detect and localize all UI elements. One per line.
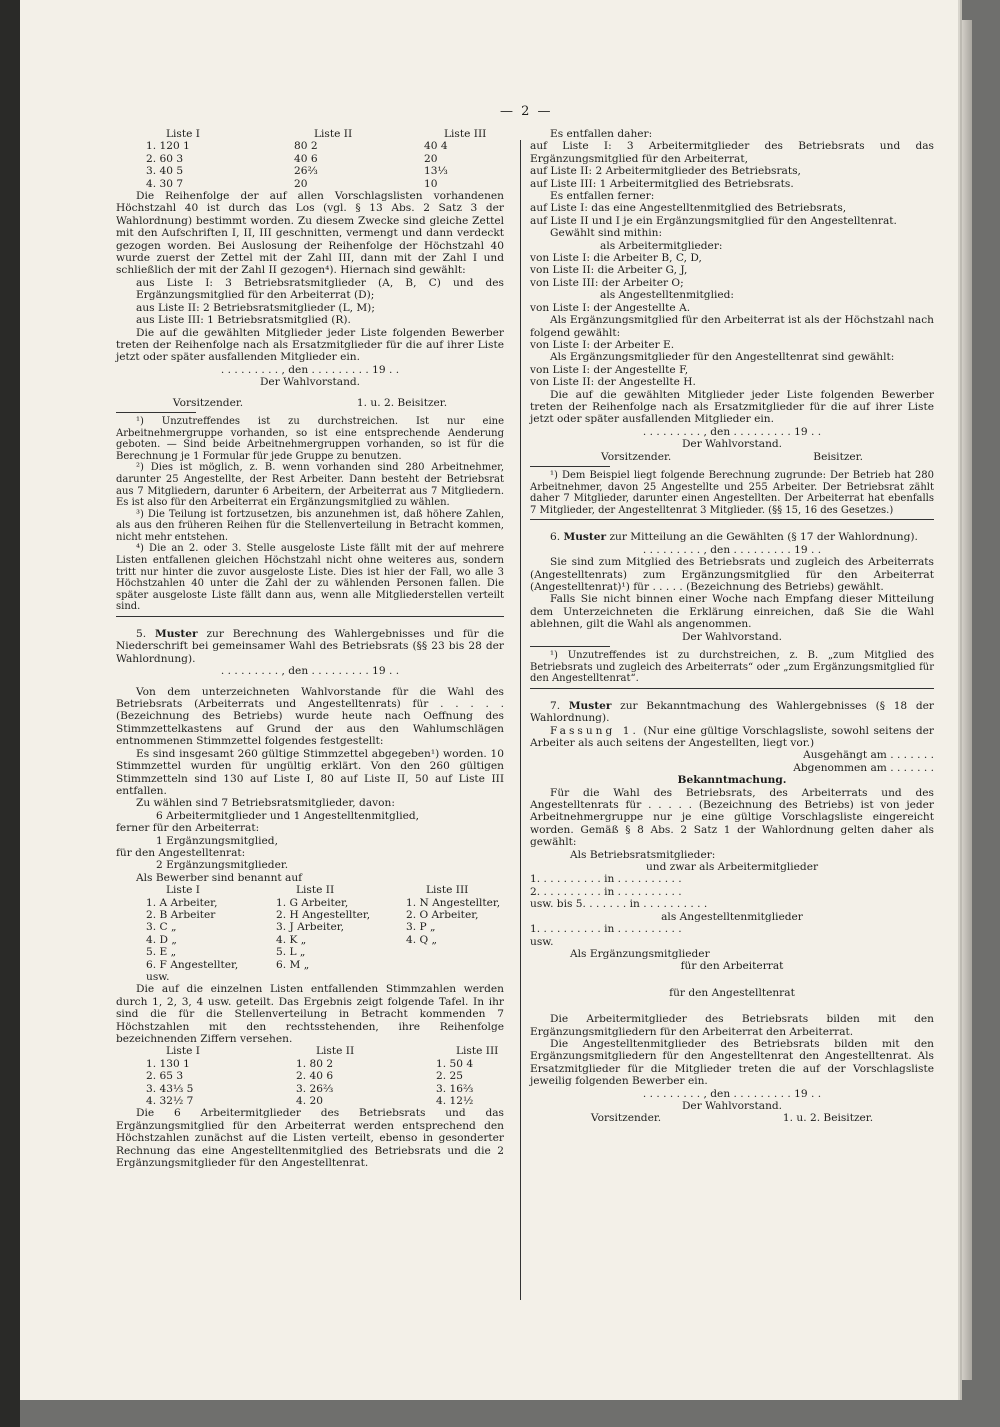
form-line: 1. . . . . . . . . . in . . . . . . . . . . xyxy=(530,873,682,886)
paragraph: Ausgehängt am . . . . . . . xyxy=(803,749,934,762)
document-page xyxy=(20,0,958,1400)
table-cell: 3. 16⅔ xyxy=(436,1082,474,1095)
table-cell: 5. E „ xyxy=(146,946,177,959)
table-cell: 4. 30 7 xyxy=(146,177,184,190)
table-cell: 20 xyxy=(424,152,438,165)
signature-row xyxy=(530,1112,934,1124)
signature-assessors: 1. u. 2. Beisitzer. xyxy=(356,396,448,409)
table-cell: 1. 50 4 xyxy=(436,1057,474,1070)
paragraph: Die auf die gewählten Mitglieder jeder Liste folgenden Bewerber treten der Reihenfolge nach als Ersatzmitglieder für die auf ihrer Liste jetzt oder später ausfallenden Mitglieder ein. xyxy=(530,388,934,426)
form-line: 2. . . . . . . . . . in . . . . . . . . . . xyxy=(530,885,682,898)
signature-assessors: Beisitzer. xyxy=(813,450,863,463)
section-rule xyxy=(530,688,934,689)
table-cell: 5. L „ xyxy=(276,946,306,959)
table-cell: 3. P „ xyxy=(406,921,436,934)
column-divider xyxy=(520,140,521,1300)
table-cell: 40 4 xyxy=(424,140,448,153)
paragraph: Als Ergänzungsmitglied für den Arbeiterrat ist als der Höchstzahl nach folgend gewählt: xyxy=(530,314,934,339)
paragraph: Falls Sie nicht binnen einer Woche nach Empfang dieser Mitteilung dem Unterzeichneten die Erklärung einreichen, daß Sie die Wahl ablehnen, gilt die Wahl als angenommen. xyxy=(530,593,934,631)
paragraph: als Arbeitermitglieder: xyxy=(600,239,723,252)
table-cell: 10 xyxy=(424,177,438,190)
paragraph: von Liste III: der Arbeiter O; xyxy=(530,276,684,289)
signature-chair: Vorsitzender. xyxy=(590,1112,662,1125)
table-cell: 4. D „ xyxy=(146,933,177,946)
signature-heading: Der Wahlvorstand. xyxy=(681,1099,783,1112)
table-header: Liste I xyxy=(166,884,200,897)
table-cell xyxy=(276,971,406,983)
footnote: ¹) Unzutreffendes ist zu durchstreichen. Ist nur eine Arbeitnehmergruppe vorhanden, so ist eine entsprechende Aenderung geboten. — Sind beide Arbeitnehmergruppen vorhanden, so ist für die Berechnung je 1 Formular für jede Gruppe zu benutzen. xyxy=(116,415,504,462)
table-header: Liste III xyxy=(426,884,469,897)
footnote-rule xyxy=(530,646,610,647)
paragraph: 6 Arbeitermitglieder und 1 Angestelltenmitglied, xyxy=(156,809,420,822)
table-cell: 4. Q „ xyxy=(406,933,438,946)
paragraph: 2 Ergänzungsmitglieder. xyxy=(156,859,289,872)
table-cell: 80 2 xyxy=(294,140,318,153)
paragraph: aus Liste II: 2 Betriebsratsmitglieder (L, M); xyxy=(136,301,375,314)
paragraph: für den Angestelltenrat xyxy=(669,986,795,999)
paragraph: als Angestelltenmitglied: xyxy=(600,289,734,302)
table-cell: 1. A Arbeiter, xyxy=(146,896,218,909)
paragraph: von Liste I: der Angestellte F, xyxy=(530,363,689,376)
book-binding xyxy=(0,0,20,1427)
paragraph: auf Liste I: das eine Angestelltenmitglied des Betriebsrats, xyxy=(530,202,847,215)
table-cell: 3. C „ xyxy=(146,921,177,934)
table-cell: 2. O Arbeiter, xyxy=(406,908,479,921)
date-line: . . . . . . . . . , den . . . . . . . . . 19 . . xyxy=(220,665,400,678)
table-cell: 4. 20 xyxy=(296,1095,323,1108)
form-line: usw. xyxy=(530,935,554,948)
table-cell: 1. G Arbeiter, xyxy=(276,896,349,909)
footnote-rule xyxy=(116,412,196,413)
table-cell xyxy=(406,946,534,958)
table-cell: 2. H Angestellter, xyxy=(276,908,371,921)
section-heading: 5. Muster zur Berechnung des Wahlergebnisses und für die Niederschrift bei gemeinsamer Wahl des Betriebsrats (§§ 23 bis 28 der Wahlordnung). xyxy=(116,628,504,665)
table-cell: 13⅓ xyxy=(424,165,448,178)
paragraph: Als Betriebsratsmitglieder: xyxy=(570,848,716,861)
left-column xyxy=(116,128,504,1170)
signature-heading: Der Wahlvorstand. xyxy=(681,630,783,643)
form-line: usw. bis 5. . . . . . . in . . . . . . . . . . xyxy=(530,898,708,911)
date-line: . . . . . . . . . , den . . . . . . . . . 19 . . xyxy=(642,543,822,556)
paragraph: aus Liste I: 3 Betriebsratsmitglieder (A, B, C) und des Ergänzungsmitglied für den Arbeiterrat (D); xyxy=(136,276,504,302)
section-heading: 6. Muster zur Mitteilung an die Gewählten (§ 17 der Wahlordnung). xyxy=(550,531,918,544)
paragraph: Es sind insgesamt 260 gültige Stimmzettel abgegeben¹) worden. 10 Stimmzettel wurden für ungültig erklärt. Von den 260 gültigen Stimmzetteln sind 130 auf Liste I, 80 auf Liste II, 50 auf Liste III entfallen. xyxy=(116,747,504,797)
table-header: Liste III xyxy=(444,128,487,140)
footnote: ¹) Unzutreffendes ist zu durchstreichen, z. B. „zum Mitglied des Betriebsrats und zugleich des Arbeiterrats“ oder „zum Ergänzungsmitglied für den Angestelltenrat“. xyxy=(530,650,934,685)
paragraph: Als Ergänzungsmitglieder für den Angestelltenrat sind gewählt: xyxy=(550,351,895,364)
table-cell: 4. 12½ xyxy=(436,1095,474,1108)
paragraph: Die 6 Arbeitermitglieder des Betriebsrats und das Ergänzungsmitglied für den Arbeiterrat werden entsprechend den Höchstzahlen zunächst auf die Listen verteilt, ebenso in gesonderter Rechnung das eine Angestelltenmitglied des Betriebsrats und die 2 Ergänzungsmitglieder für den Angestelltenrat. xyxy=(116,1107,504,1170)
signature-row xyxy=(530,451,934,463)
paragraph: Die Angestelltenmitglieder des Betriebsrats bilden mit den Ergänzungsmitgliedern für den Angestelltenrat den Angestelltenrat. Als Ersatzmitglieder für die Mitglieder treten die auf der Vorschlagsliste jeweilig folgenden Bewerber ein. xyxy=(530,1037,934,1088)
table-cell: 2. 60 3 xyxy=(146,152,184,165)
paragraph: Zu wählen sind 7 Betriebsratsmitglieder, davon: xyxy=(136,797,395,810)
signature-row xyxy=(116,397,504,409)
signature-chair: Vorsitzender. xyxy=(601,450,672,463)
paragraph: Als Bewerber sind benannt auf xyxy=(136,871,303,884)
paragraph: für den Arbeiterrat xyxy=(680,960,784,973)
footnote: ³) Die Teilung ist fortzusetzen, bis anzunehmen ist, daß höhere Zahlen, als aus den früheren Reihen für die Stellenverteilung in Betracht kommen, nicht mehr entstehen. xyxy=(116,508,504,543)
paragraph: aus Liste III: 1 Betriebsratsmitglied (R). xyxy=(136,314,351,327)
table-header: Liste I xyxy=(166,1045,200,1058)
table-cell: 2. 65 3 xyxy=(146,1070,184,1083)
paragraph: Fassung 1. (Nur eine gültige Vorschlagsliste, sowohl seitens der Arbeiter als auch seitens der Angestellten, liegt vor.) xyxy=(530,724,934,749)
page-number: — 2 — xyxy=(500,104,553,119)
paragraph: Sie sind zum Mitglied des Betriebsrats und zugleich des Arbeiterrats (Angestelltenrats) zum Ergänzungsmitglied für den Arbeiterrat (Angestelltenrat)¹) für . . . . . (Bezeichnung des Betriebs) gewählt. xyxy=(530,556,934,593)
paragraph: Die Reihenfolge der auf allen Vorschlagslisten vorhandenen Höchstzahl 40 ist durch das Los (vgl. § 13 Abs. 2 Satz 3 der Wahlordnung) bestimmt worden. Zu diesem Zwecke sind gleiche Zettel mit den Aufschriften I, II, III geschnitten, vermengt und dann verdeckt gezogen worden. Bei Auslosung der Reihenfolge der Höchstzahl 40 wurde zuerst der Zettel mit der Zahl III, dann mit der Zahl I und schließlich der mit der Zahl II gezogen⁴). Hiernach sind gewählt: xyxy=(116,190,504,277)
table-cell: 4. K „ xyxy=(276,933,307,946)
table-cell: 6. F Angestellter, xyxy=(146,958,239,971)
table-cell: 26⅔ xyxy=(294,165,318,178)
page-edge-stack xyxy=(958,20,972,1380)
paragraph: auf Liste II und I je ein Ergänzungsmitglied für den Angestelltenrat. xyxy=(530,214,897,227)
footnote: ⁴) Die an 2. oder 3. Stelle ausgeloste Liste fällt mit der auf mehrere Listen entfallenen gleichen Höchstzahl nicht ohne weiteres aus, sondern tritt nur hinter die zuvor ausgeloste Liste. Dies ist hier der Fall, wo alle 3 Höchstzahlen 40 unter die Zahl der zu wählenden Personen fallen. Die später ausgeloste Liste fällt dann aus, wenn alle Mitgliederstellen verteilt sind. xyxy=(116,543,504,613)
table-cell: 20 xyxy=(294,177,308,190)
highest-number-table-2 xyxy=(146,1045,504,1107)
table-cell: 2. 25 xyxy=(436,1070,463,1083)
paragraph: von Liste I: der Angestellte A. xyxy=(530,301,691,314)
table-cell xyxy=(406,971,534,983)
section-heading: 7. Muster zur Bekanntmachung des Wahlergebnisses (§ 18 der Wahlordnung). xyxy=(530,699,934,725)
signature-heading: Der Wahlvorstand. xyxy=(681,438,783,451)
paragraph: Die Arbeitermitglieder des Betriebsrats bilden mit den Ergänzungsmitgliedern für den Arbeiterrat den Arbeiterrat. xyxy=(530,1013,934,1038)
table-cell: 1. N Angestellter, xyxy=(406,896,501,909)
paragraph: Die auf die gewählten Mitglieder jeder Liste folgenden Bewerber treten der Reihenfolge nach als Ersatzmitglieder für die auf ihrer Liste jetzt oder später ausfallenden Mitglieder ein. xyxy=(116,326,504,364)
footnote: ²) Dies ist möglich, z. B. wenn vorhanden sind 280 Arbeitnehmer, darunter 25 Angestellte, der Rest Arbeiter. Dann besteht der Betriebsrat aus 7 Mitgliedern, darunter 6 Arbeitern, der Arbeiterrat aus 7 Mitgliedern. Es ist also für den Arbeiterrat ein Ergänzungsmitglied zu wählen. xyxy=(116,462,504,509)
table-header: Liste II xyxy=(316,1045,355,1058)
paragraph: von Liste II: der Angestellte H. xyxy=(530,376,696,389)
form-line: 1. . . . . . . . . . in . . . . . . . . . . xyxy=(530,923,682,936)
section-rule xyxy=(116,616,504,617)
table-cell: 2. B Arbeiter xyxy=(146,908,216,921)
paragraph: Abgenommen am . . . . . . . xyxy=(793,761,934,774)
table-header: Liste I xyxy=(166,128,200,140)
paragraph: von Liste I: die Arbeiter B, C, D, xyxy=(530,252,702,265)
paragraph: Für die Wahl des Betriebsrats, des Arbeiterrats und des Angestelltenrats für . . . . . (Bezeichnung des Betriebs) ist von jeder Arbeitnehmergruppe nur je eine gültige Vorschlagsliste eingereicht worden. Gemäß § 8 Abs. 2 Satz 1 der Wahlordnung gelten daher als gewählt: xyxy=(530,786,934,849)
paragraph: Gewählt sind mithin: xyxy=(550,227,663,240)
paragraph: auf Liste III: 1 Arbeitermitglied des Betriebsrats. xyxy=(530,177,794,190)
table-cell: 3. J Arbeiter, xyxy=(276,921,345,934)
table-cell: 3. 26⅔ xyxy=(296,1082,334,1095)
paragraph: und zwar als Arbeitermitglieder xyxy=(645,861,819,874)
paragraph: Es entfallen daher: xyxy=(550,128,653,140)
table-cell: 1. 120 1 xyxy=(146,140,190,153)
signature-assessors: 1. u. 2. Beisitzer. xyxy=(782,1112,874,1125)
section-rule xyxy=(530,519,934,520)
table-cell: 3. 43⅓ 5 xyxy=(146,1082,194,1095)
table-header: Liste II xyxy=(296,884,335,897)
table-cell: 6. M „ xyxy=(276,958,310,971)
paragraph: Die auf die einzelnen Listen entfallenden Stimmzahlen werden durch 1, 2, 3, 4 usw. geteilt. Das Ergebnis zeigt folgende Tafel. In ihr sind die für die Stellenverteilung in Betracht kommenden 7 Höchstzahlen mit den rechtsstehenden, ihre Reihenfolge bezeichnenden Ziffern versehen. xyxy=(116,983,504,1046)
table-header: Liste II xyxy=(314,128,353,140)
table-cell: 2. 40 6 xyxy=(296,1070,334,1083)
signature-heading: Der Wahlvorstand. xyxy=(259,376,361,389)
paragraph: ferner für den Arbeiterrat: xyxy=(116,822,260,835)
table-cell xyxy=(406,959,534,971)
paragraph: als Angestelltenmitglieder xyxy=(661,910,803,923)
paragraph: von Liste I: der Arbeiter E. xyxy=(530,338,675,351)
paragraph: Es entfallen ferner: xyxy=(550,190,655,203)
paragraph: von Liste II: die Arbeiter G, J, xyxy=(530,264,688,277)
table-cell: usw. xyxy=(146,971,170,983)
paragraph: auf Liste I: 3 Arbeitermitglieder des Betriebsrats und das Ergänzungsmitglied für den Arbeiterrat, xyxy=(530,140,934,165)
highest-number-table-1 xyxy=(146,128,504,190)
table-cell: 1. 130 1 xyxy=(146,1057,190,1070)
table-cell: 1. 80 2 xyxy=(296,1057,334,1070)
paragraph: Von dem unterzeichneten Wahlvorstande für die Wahl des Betriebsrats (Arbeiterrats und Angestelltenrats) für . . . . . (Bezeichnung des Betriebs) wurde heute nach Oeffnung des Stimmzettelkastens auf Grund der aus den Wahlumschlägen entnommenen Stimmzettel folgendes festgestellt: xyxy=(116,685,504,748)
right-column xyxy=(530,128,934,1125)
signature-chair: Vorsitzender. xyxy=(172,396,244,409)
candidates-table xyxy=(146,884,504,983)
table-cell: 3. 40 5 xyxy=(146,165,184,178)
date-line: . . . . . . . . . , den . . . . . . . . . 19 . . xyxy=(642,1087,822,1100)
date-line: . . . . . . . . . , den . . . . . . . . . 19 . . xyxy=(220,363,400,376)
footnote: ¹) Dem Beispiel liegt folgende Berechnung zugrunde: Der Betrieb hat 280 Arbeitnehmer, davon 25 Angestellte und 255 Arbeiter. Der Betriebsrat zählt daher 7 Mitglieder, darunter einen Angestellten. Der Arbeiterrat hat ebenfalls 7 Mitglieder, der Angestelltenrat 3 Mitglieder. (§§ 15, 16 des Gesetzes.) xyxy=(530,469,934,516)
paragraph: Als Ergänzungsmitglieder xyxy=(570,947,710,960)
table-cell: 4. 32½ 7 xyxy=(146,1095,194,1108)
table-header: Liste III xyxy=(456,1045,499,1058)
paragraph: 1 Ergänzungsmitglied, xyxy=(156,834,278,847)
table-cell: 40 6 xyxy=(294,152,318,165)
date-line: . . . . . . . . . , den . . . . . . . . . 19 . . xyxy=(642,425,822,438)
notice-title: Bekanntmachung. xyxy=(677,774,787,787)
paragraph: für den Angestelltenrat: xyxy=(116,846,246,859)
footnote-rule xyxy=(530,466,610,467)
paragraph: auf Liste II: 2 Arbeitermitglieder des Betriebsrats, xyxy=(530,165,801,178)
